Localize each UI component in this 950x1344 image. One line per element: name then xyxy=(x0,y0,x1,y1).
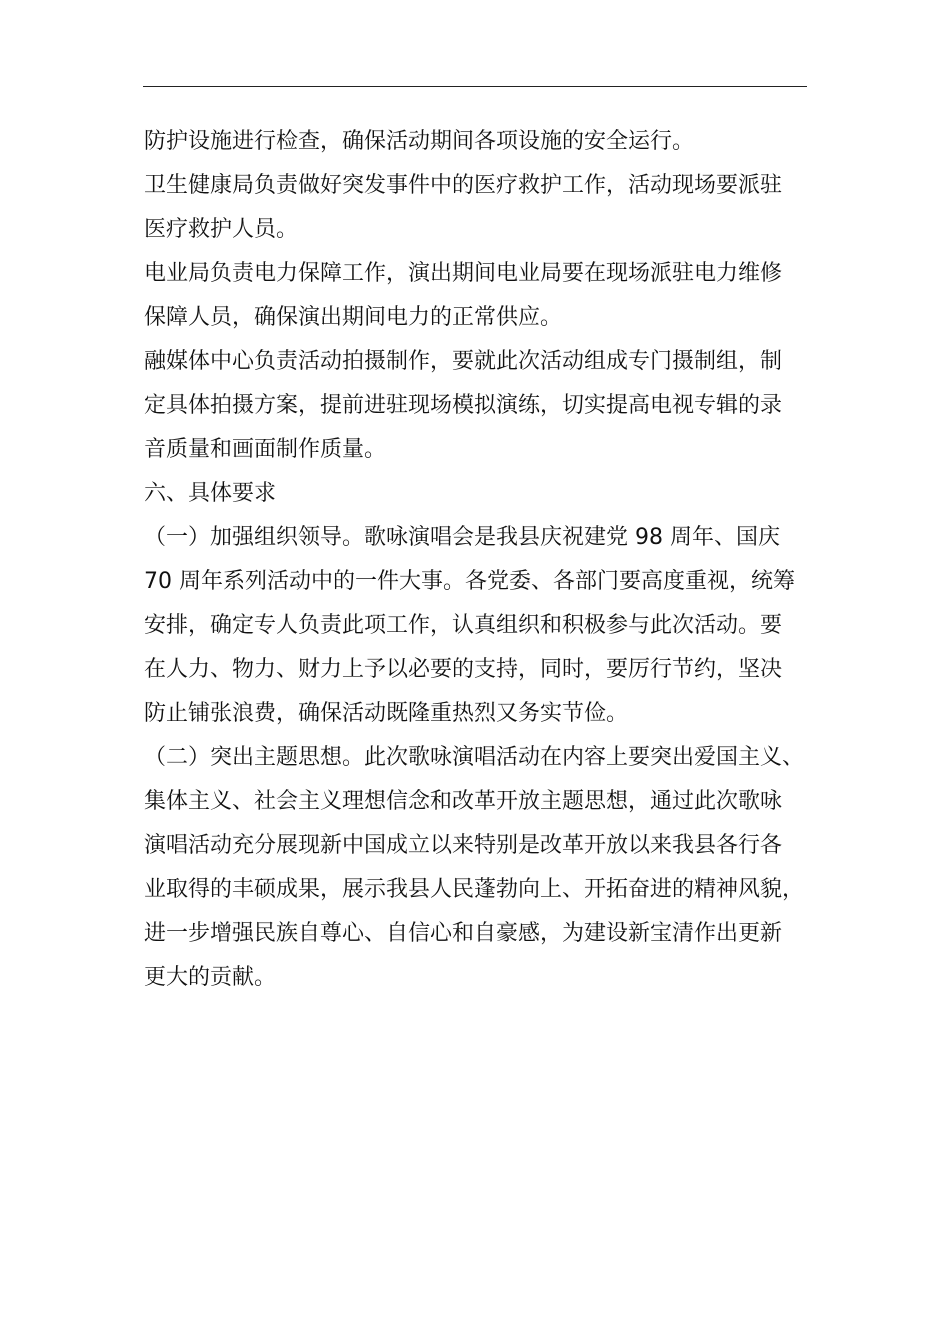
text-line: 防止铺张浪费，确保活动既隆重热烈又务实节俭。 xyxy=(144,701,629,726)
text-line: （二）突出主题思想。此次歌咏演唱活动在内容上要突出爱国主义、 xyxy=(144,745,805,770)
document-body xyxy=(144,120,812,1000)
text-line: （一）加强组织领导。歌咏演唱会是我县庆祝建党 98 周年、国庆 xyxy=(144,525,780,550)
text-line: 电业局负责电力保障工作，演出期间电业局要在现场派驻电力维修 xyxy=(144,261,783,286)
text-line: 业取得的丰硕成果，展示我县人民蓬勃向上、开拓奋进的精神风貌， xyxy=(144,877,805,902)
text-line: 70 周年系列活动中的一件大事。各党委、各部门要高度重视，统筹 xyxy=(144,569,795,594)
text-line: 集体主义、社会主义理想信念和改革开放主题思想，通过此次歌咏 xyxy=(144,789,783,814)
text-line: 融媒体中心负责活动拍摄制作，要就此次活动组成专门摄制组，制 xyxy=(144,349,783,374)
text-line: 保障人员，确保演出期间电力的正常供应。 xyxy=(144,305,563,330)
text-line: 医疗救护人员。 xyxy=(144,217,299,242)
section-heading: 六、具体要求 xyxy=(144,481,277,506)
text-line: 防护设施进行检查，确保活动期间各项设施的安全运行。 xyxy=(144,129,695,154)
text-line: 安排，确定专人负责此项工作，认真组织和积极参与此次活动。要 xyxy=(144,613,783,638)
text-line: 卫生健康局负责做好突发事件中的医疗救护工作，活动现场要派驻 xyxy=(144,173,783,198)
text-line: 定具体拍摄方案，提前进驻现场模拟演练，切实提高电视专辑的录 xyxy=(144,393,783,418)
text-line: 在人力、物力、财力上予以必要的支持，同时，要厉行节约，坚决 xyxy=(144,657,783,682)
text-line: 音质量和画面制作质量。 xyxy=(144,437,387,462)
text-line: 更大的贡献。 xyxy=(144,965,277,990)
text-line: 演唱活动充分展现新中国成立以来特别是改革开放以来我县各行各 xyxy=(144,833,783,858)
text-line: 进一步增强民族自尊心、自信心和自豪感，为建设新宝清作出更新 xyxy=(144,921,783,946)
header-rule xyxy=(143,86,807,87)
